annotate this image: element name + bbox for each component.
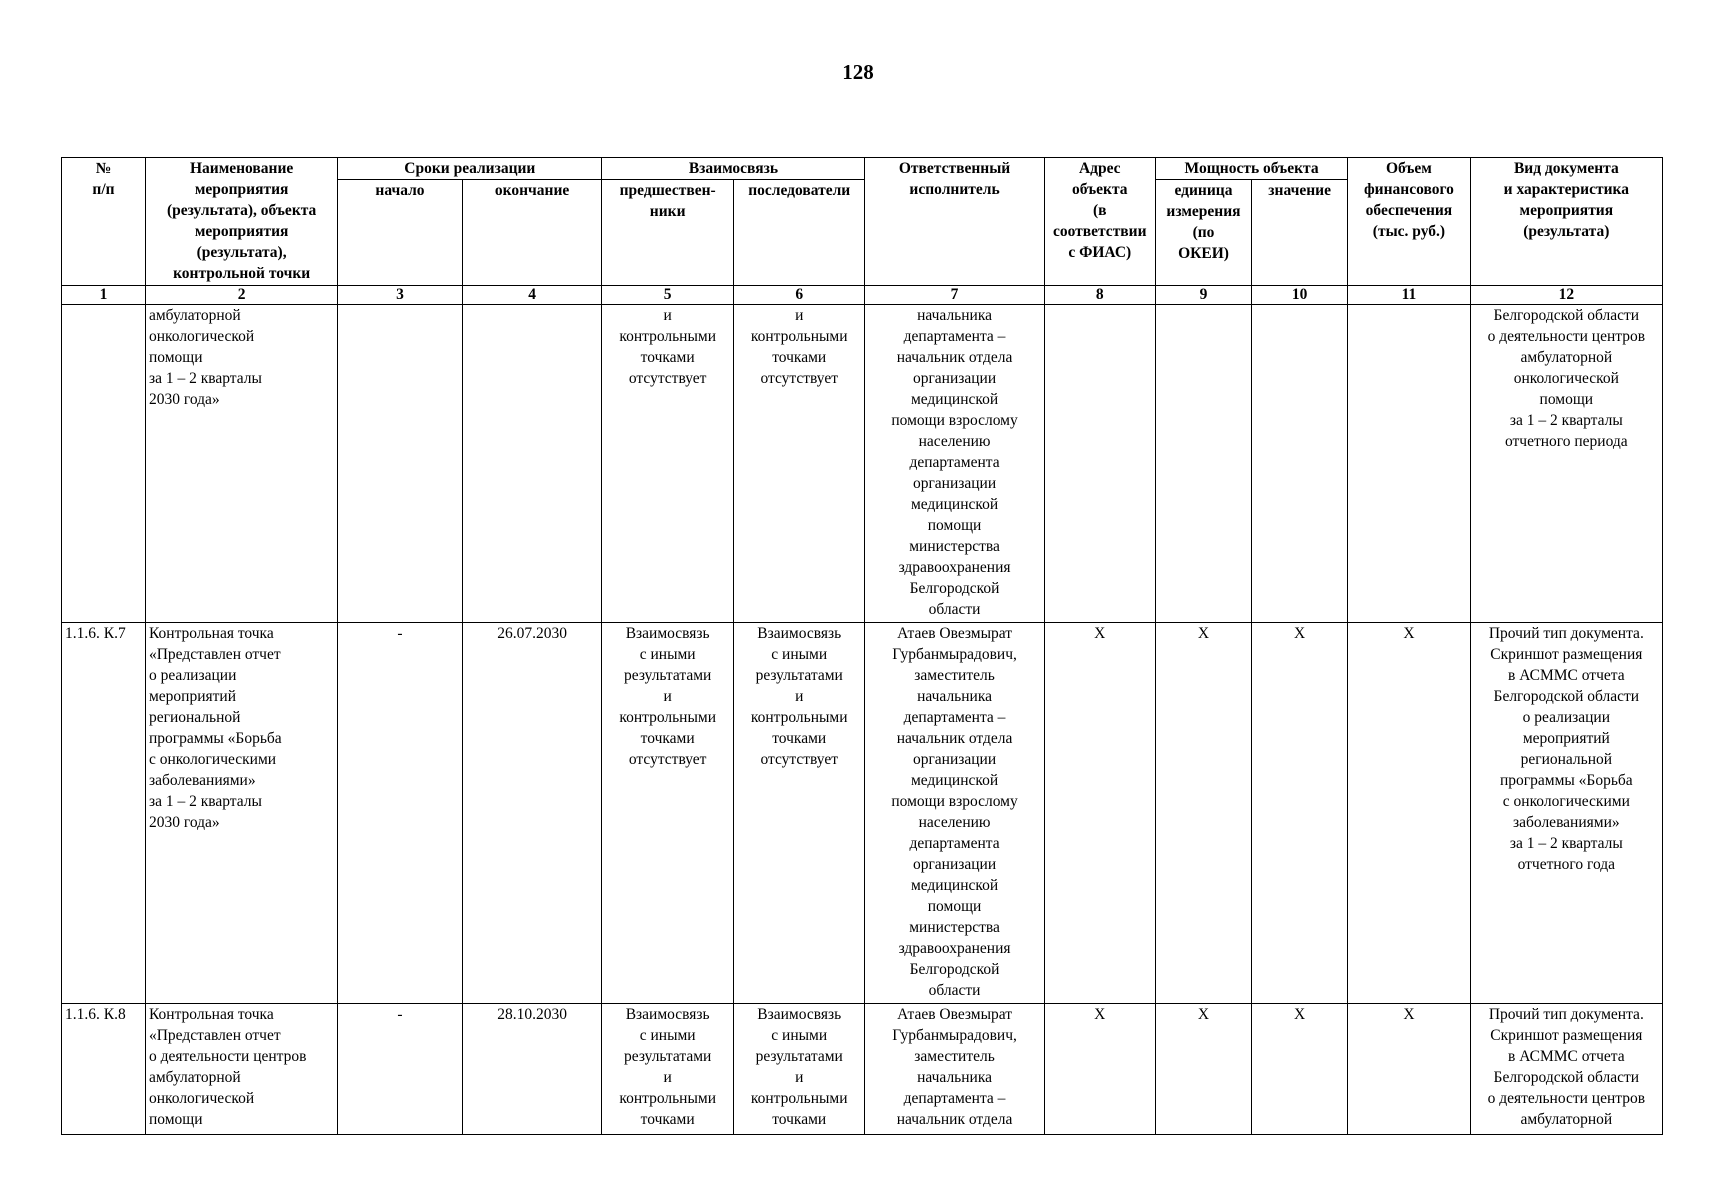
row-doc: Прочий тип документа. Скриншот размещения в АСММС отчета Белгородской области о реализации мероприятий региональной программы «Борьба с онкологическими заболеваниями» за 1 – 2 кварталы отчетного года xyxy=(1470,622,1662,1003)
header-dates: Сроки реализации xyxy=(338,158,602,180)
header-start: начало xyxy=(338,180,462,286)
row-address: X xyxy=(1044,1004,1155,1135)
row-successors: и контрольными точками отсутствует xyxy=(733,305,865,623)
row-value xyxy=(1252,305,1348,623)
col-number: 1 xyxy=(62,286,146,305)
header-num: № п/п xyxy=(62,158,146,286)
row-address xyxy=(1044,305,1155,623)
row-successors: Взаимосвязь с иными результатами и контрольными точками xyxy=(733,1004,865,1135)
header-capacity: Мощность объекта xyxy=(1155,158,1347,180)
row-end: 26.07.2030 xyxy=(462,622,602,1003)
row-address: X xyxy=(1044,622,1155,1003)
row-successors: Взаимосвязь с иными результатами и контрольными точками отсутствует xyxy=(733,622,865,1003)
activities-table xyxy=(61,157,1663,1135)
row-responsible: начальника департамента – начальник отдела организации медицинской помощи взрослому населению департамента организации медицинской помощи министерства здравоохранения Белгородской области xyxy=(865,305,1044,623)
col-number: 12 xyxy=(1470,286,1662,305)
row-value: X xyxy=(1252,1004,1348,1135)
header-address: Адрес объекта (в соответствии с ФИАС) xyxy=(1044,158,1155,286)
header-name: Наименование мероприятия (результата), объекта мероприятия (результата), контрольной точки xyxy=(145,158,337,286)
header-predecessors: предшествен- ники xyxy=(602,180,734,286)
col-number: 9 xyxy=(1155,286,1251,305)
header-unit: единица измерения (по ОКЕИ) xyxy=(1155,180,1251,286)
col-number: 11 xyxy=(1348,286,1470,305)
row-name: амбулаторной онкологической помощи за 1 – 2 кварталы 2030 года» xyxy=(145,305,337,623)
header-end: окончание xyxy=(462,180,602,286)
row-name: Контрольная точка «Представлен отчет о реализации мероприятий региональной программы «Борьба с онкологическими заболеваниями» за 1 – 2 кварталы 2030 года» xyxy=(145,622,337,1003)
row-start xyxy=(338,305,462,623)
row-unit: X xyxy=(1155,1004,1251,1135)
row-num: 1.1.6. К.7 xyxy=(62,622,146,1003)
row-predecessors: Взаимосвязь с иными результатами и контрольными точками отсутствует xyxy=(602,622,734,1003)
page-number: 128 xyxy=(842,60,874,84)
row-predecessors: и контрольными точками отсутствует xyxy=(602,305,734,623)
row-num xyxy=(62,305,146,623)
col-number: 2 xyxy=(145,286,337,305)
col-number: 4 xyxy=(462,286,602,305)
col-number: 7 xyxy=(865,286,1044,305)
row-end: 28.10.2030 xyxy=(462,1004,602,1135)
col-number: 5 xyxy=(602,286,734,305)
row-predecessors: Взаимосвязь с иными результатами и контрольными точками xyxy=(602,1004,734,1135)
row-doc: Белгородской области о деятельности центров амбулаторной онкологической помощи за 1 – 2 кварталы отчетного периода xyxy=(1470,305,1662,623)
header-links: Взаимосвязь xyxy=(602,158,865,180)
row-start: - xyxy=(338,622,462,1003)
table-row xyxy=(62,1004,1663,1135)
col-number: 6 xyxy=(733,286,865,305)
table-row xyxy=(62,305,1663,623)
row-end xyxy=(462,305,602,623)
col-number: 10 xyxy=(1252,286,1348,305)
row-start: - xyxy=(338,1004,462,1135)
row-responsible: Атаев Овезмырат Гурбанмырадович, заместитель начальника департамента – начальник отдела организации медицинской помощи взрослому населению департамента организации медицинской помощи министерства здравоохранения Белгородской области xyxy=(865,622,1044,1003)
header-successors: последователи xyxy=(733,180,865,286)
col-number: 3 xyxy=(338,286,462,305)
row-name: Контрольная точка «Представлен отчет о деятельности центров амбулаторной онкологической помощи xyxy=(145,1004,337,1135)
header-responsible: Ответственный исполнитель xyxy=(865,158,1044,286)
table-row xyxy=(62,622,1663,1003)
header-value: значение xyxy=(1252,180,1348,286)
row-funding: X xyxy=(1348,1004,1470,1135)
header-funding: Объем финансового обеспечения (тыс. руб.) xyxy=(1348,158,1470,286)
row-funding: X xyxy=(1348,622,1470,1003)
col-number: 8 xyxy=(1044,286,1155,305)
row-unit xyxy=(1155,305,1251,623)
row-doc: Прочий тип документа. Скриншот размещения в АСММС отчета Белгородской области о деятельности центров амбулаторной xyxy=(1470,1004,1662,1135)
header-doc: Вид документа и характеристика мероприятия (результата) xyxy=(1470,158,1662,286)
row-unit: X xyxy=(1155,622,1251,1003)
row-num: 1.1.6. К.8 xyxy=(62,1004,146,1135)
row-funding xyxy=(1348,305,1470,623)
row-responsible: Атаев Овезмырат Гурбанмырадович, заместитель начальника департамента – начальник отдела xyxy=(865,1004,1044,1135)
row-value: X xyxy=(1252,622,1348,1003)
